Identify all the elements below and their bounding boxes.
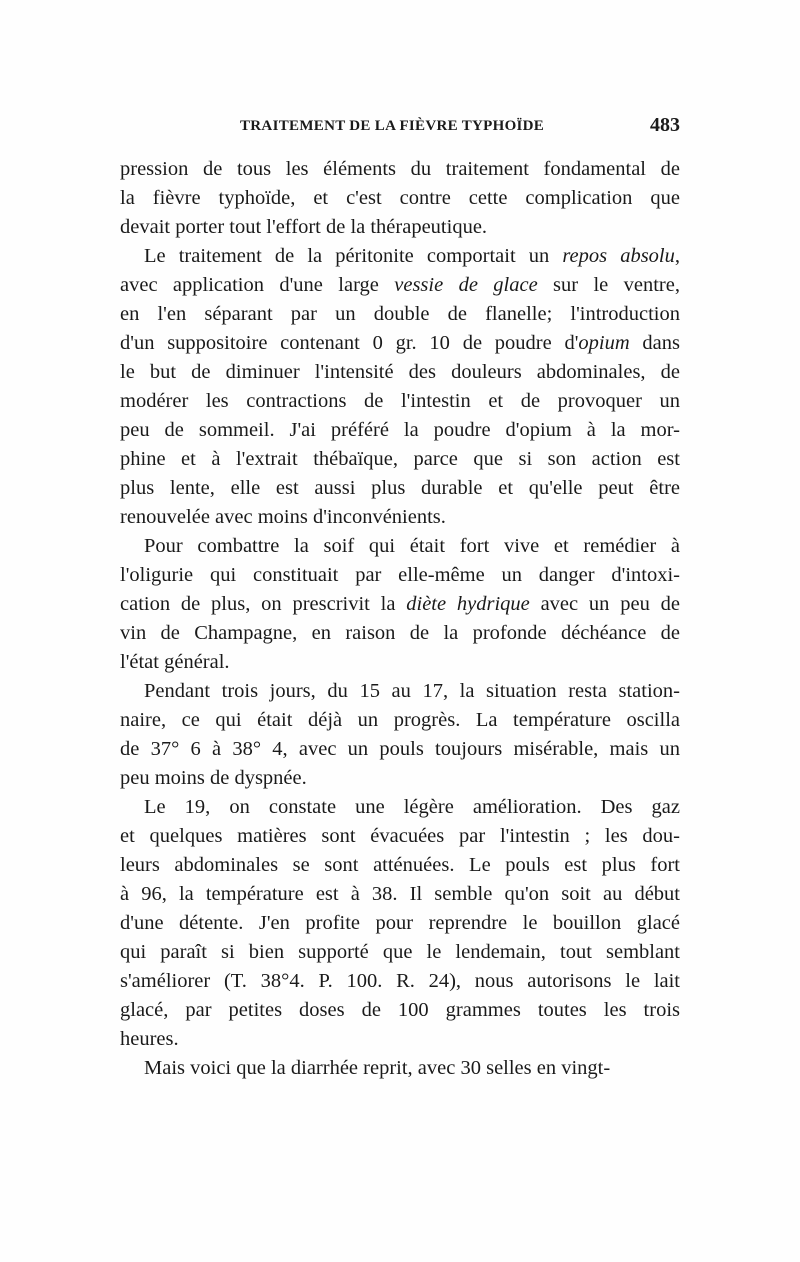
text-line: le but de diminuer l'intensité des douleurs abdominales, de — [120, 361, 680, 383]
text-line: modérer les contractions de l'intestin et de provoquer un — [120, 390, 680, 412]
text-line: renouvelée avec moins d'inconvénients. — [120, 506, 446, 528]
text-line: Le traitement de la péritonite comportait un repos absolu, — [144, 245, 680, 267]
text-line: pression de tous les éléments du traitement fondamental de — [120, 158, 680, 180]
italic-term: opium — [578, 332, 630, 354]
text-line: qui paraît si bien supporté que le lendemain, tout semblant — [120, 941, 680, 963]
text-line: plus lente, elle est aussi plus durable et qu'elle peut être — [120, 477, 680, 499]
text-line: cation de plus, on prescrivit la diète hydrique avec un peu de — [120, 593, 680, 615]
running-title: TRAITEMENT DE LA FIÈVRE TYPHOÏDE — [240, 118, 545, 134]
text-line: Pour combattre la soif qui était fort vive et remédier à — [144, 535, 680, 557]
text-line: leurs abdominales se sont atténuées. Le pouls est plus fort — [120, 854, 680, 876]
text-line: Le 19, on constate une légère amélioration. Des gaz — [144, 796, 680, 818]
text-line: d'une détente. J'en profite pour reprendre le bouillon glacé — [120, 912, 680, 934]
text-line: naire, ce qui était déjà un progrès. La température oscilla — [120, 709, 680, 731]
paragraph — [120, 242, 680, 532]
body-text — [120, 155, 680, 1083]
text-line: vin de Champagne, en raison de la profonde déchéance de — [120, 622, 680, 644]
text-line: peu de sommeil. J'ai préféré la poudre d'opium à la mor- — [120, 419, 680, 441]
page-number: 483 — [650, 114, 680, 136]
text-line: la fièvre typhoïde, et c'est contre cette complication que — [120, 187, 680, 209]
paragraph — [120, 532, 680, 677]
text-line: phine et à l'extrait thébaïque, parce que si son action est — [120, 448, 680, 470]
paragraph — [120, 1054, 680, 1083]
page-header — [120, 112, 680, 142]
text-line: heures. — [120, 1028, 179, 1050]
text-line: de 37° 6 à 38° 4, avec un pouls toujours misérable, mais un — [120, 738, 680, 760]
italic-term: diète hydrique — [406, 593, 530, 615]
text-line: l'état général. — [120, 651, 230, 673]
text-line: glacé, par petites doses de 100 grammes toutes les trois — [120, 999, 680, 1021]
text-line: devait porter tout l'effort de la thérapeutique. — [120, 216, 488, 238]
paragraph — [120, 155, 680, 242]
paragraph — [120, 793, 680, 1054]
text-line: peu moins de dyspnée. — [120, 767, 307, 789]
text-line: à 96, la température est à 38. Il semble qu'on soit au début — [120, 883, 680, 905]
italic-term: vessie de glace — [394, 274, 538, 296]
text-line: avec application d'une large vessie de glace sur le ventre, — [120, 274, 680, 296]
paragraph — [120, 677, 680, 793]
text-line: d'un suppositoire contenant 0 gr. 10 de poudre d'opium dans — [120, 332, 680, 354]
text-line: l'oligurie qui constituait par elle-même un danger d'intoxi- — [120, 564, 680, 586]
text-line: et quelques matières sont évacuées par l'intestin ; les dou- — [120, 825, 680, 847]
italic-term: repos absolu — [562, 245, 675, 267]
text-line: Mais voici que la diarrhée reprit, avec 30 selles en vingt- — [144, 1057, 611, 1079]
text-line: s'améliorer (T. 38°4. P. 100. R. 24), nous autorisons le lait — [120, 970, 680, 992]
text-line: Pendant trois jours, du 15 au 17, la situation resta station- — [144, 680, 680, 702]
text-line: en l'en séparant par un double de flanelle; l'introduction — [120, 303, 680, 325]
